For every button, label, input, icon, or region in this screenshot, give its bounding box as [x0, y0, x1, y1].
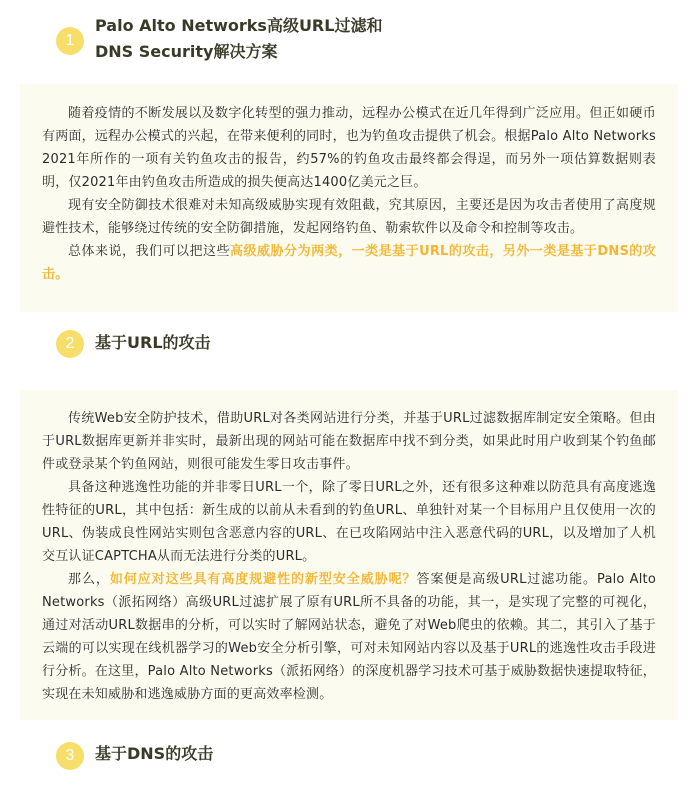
- paragraph: 具备这种逃逸性功能的并非零日URL一个，除了零日URL之外，还有很多这种难以防范具有高度逃逸性特征的URL，其中包括：新生成的以前从未看到的钓鱼URL、单独针对某一个目标用户且仅使用一次的URL、伪装成良性网站实则包含恶意内容的URL、在已攻陷网站中注入恶意代码的URL，以及增加了人机交互认证CAPTCHA从而无法进行分类的URL。: [42, 480, 656, 564]
- paragraph: 现有安全防御技术很难对未知高级威胁实现有效阻截，究其原因，主要还是因为攻击者使用了高度规避性技术，能够绕过传统的安全防御措施，发起网络钓鱼、勒索软件以及命令和控制等攻击。: [42, 198, 656, 236]
- section-number-badge: 1: [56, 27, 84, 55]
- section-title-line-1: Palo Alto Networks高级URL过滤和: [95, 16, 383, 35]
- section-title: 基于DNS的攻击: [95, 744, 214, 763]
- section-number-badge: 3: [56, 742, 84, 770]
- paragraph-text: 答案便是高级URL过滤功能。Palo Alto Networks（派拓网络）高级URL过滤扩展了原有URL所不具备的功能，其一，是实现了完整的可视化，通过对活动URL数据串的分析，可以实时了解网站状态，避免了对Web爬虫的依赖。其二，其引入了基于云端的可以实现在线机器学习的Web安全分析引擎，可对未知网站内容以及基于URL的逃逸性攻击手段进行分析。在这里，Palo Alto Networks（派拓网络）的深度机器学习技术可基于威胁数据快速提取特征，实现在未知威胁和逃逸威胁方面的更高效率检测。: [42, 572, 656, 702]
- paragraph: [42, 240, 656, 286]
- paragraph-text: 那么，: [68, 572, 110, 587]
- content-panel: [20, 390, 678, 720]
- highlighted-text: 如何应对这些具有高度规避性的新型安全威胁呢？: [109, 572, 417, 587]
- section-number-badge: 2: [56, 330, 84, 358]
- section-title-line-2: DNS Security解决方案: [95, 42, 278, 61]
- section-title: [95, 13, 382, 65]
- paragraph: 随着疫情的不断发展以及数字化转型的强力推动，远程办公模式在近几年得到广泛应用。但正如硬币有两面，远程办公模式的兴起，在带来便利的同时，也为钓鱼攻击提供了机会。根据Palo Alto Networks 2021年所作的一项有关钓鱼攻击的报告，约57%的钓鱼攻击最终都会得逞，而另外一项估算数据则表明，仅2021年由钓鱼攻击所造成的损失便高达1400亿美元之巨。: [42, 106, 656, 190]
- highlighted-text: 高级威胁分为两类，一类是基于URL的攻击，另外一类是基于DNS的攻击。: [42, 244, 657, 282]
- paragraph-text: 总体来说，我们可以把这些: [68, 244, 231, 259]
- paragraph: [42, 568, 656, 706]
- paragraph: 传统Web安全防护技术，借助URL对各类网站进行分类，并基于URL过滤数据库制定安全策略。但由于URL数据库更新并非实时，最新出现的网站可能在数据库中找不到分类，如果此时用户收到某个钓鱼邮件或登录某个钓鱼网站，则很可能发生零日攻击事件。: [42, 411, 656, 472]
- content-panel: [20, 84, 678, 312]
- section-title: 基于URL的攻击: [95, 333, 211, 352]
